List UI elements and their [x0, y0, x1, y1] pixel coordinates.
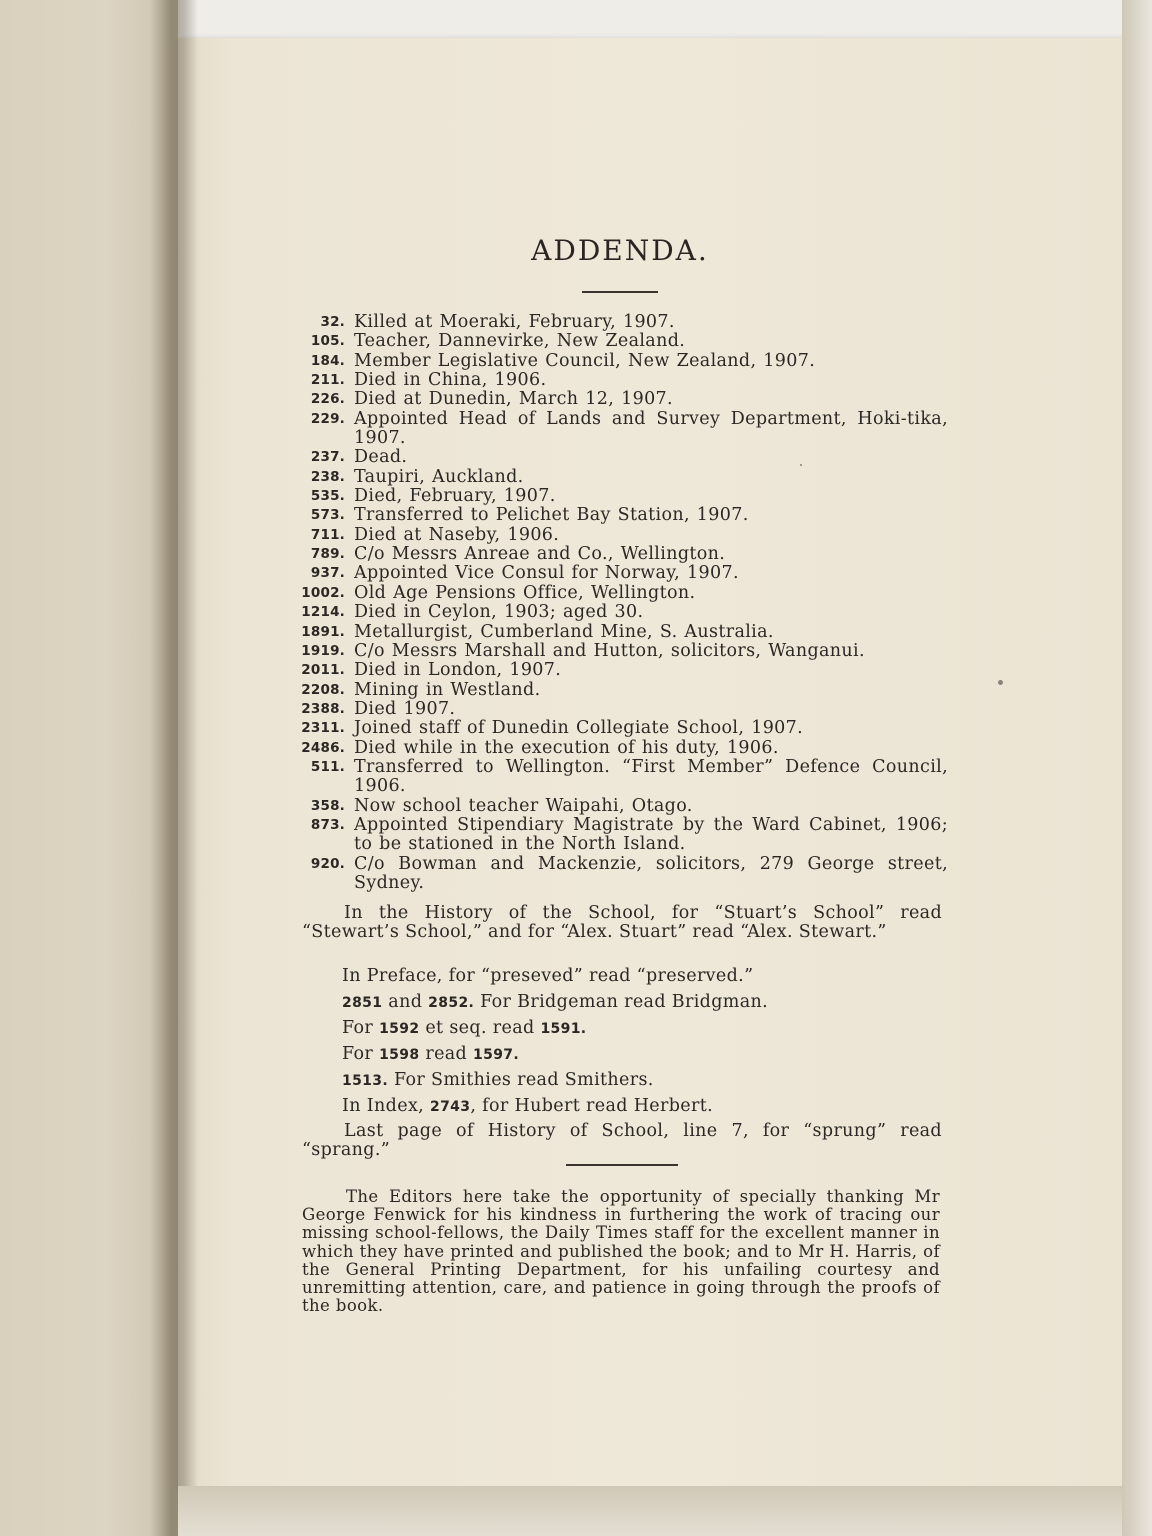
entry-number: 238.: [310, 468, 345, 485]
addenda-entry: [288, 313, 948, 332]
correction-number: 2852.: [428, 995, 475, 1011]
paper-speck: [998, 680, 1003, 685]
correction-number: 2743: [429, 1099, 471, 1115]
addenda-entry: [288, 526, 948, 545]
correction-number: 1597.: [473, 1047, 520, 1063]
entry-text: Appointed Vice Consul for Norway, 1907.: [354, 563, 739, 584]
entry-number: 1891.: [301, 623, 345, 640]
entry-text: Died 1907.: [354, 698, 456, 719]
page-title: ADDENDA.: [531, 234, 709, 267]
entry-number: 711.: [310, 526, 345, 543]
addenda-entry: [288, 390, 948, 409]
correction-1513: [342, 1070, 654, 1090]
entry-text: Died while in the execution of his duty, 1906.: [354, 737, 779, 758]
addenda-entry: [288, 468, 948, 487]
entry-text: Mining in Westland.: [354, 679, 541, 700]
addenda-entry: [288, 564, 948, 583]
entry-text: C/o Messrs Anreae and Co., Wellington.: [354, 544, 726, 565]
correction-text: For: [342, 1044, 380, 1064]
addenda-entry: [288, 816, 948, 855]
title-rule: [582, 291, 658, 293]
entry-text: Joined staff of Dunedin Collegiate School, 1907.: [354, 718, 804, 739]
addenda-entry: [288, 584, 948, 603]
addenda-entry: [288, 371, 948, 390]
entry-number: 184.: [310, 352, 345, 369]
entry-text: Appointed Stipendiary Magistrate by the Ward Cabinet, 1906; to be stationed in the North Island.: [354, 814, 948, 855]
correction-number: 1513.: [342, 1073, 389, 1089]
history-note: In the History of the School, for “Stuart’s School” read “Stewart’s School,” and for “Alex. Stuart” read “Alex. Stewart.”: [302, 903, 942, 943]
addenda-entry: [288, 661, 948, 680]
correction-text: In Index,: [342, 1096, 430, 1116]
addenda-entry: [288, 448, 948, 467]
entry-number: 2208.: [301, 681, 345, 698]
entry-number: 511.: [310, 758, 345, 775]
entry-text: Taupiri, Auckland.: [354, 466, 524, 487]
correction-1598: [342, 1044, 519, 1064]
correction-text: For Smithies read Smithers.: [388, 1070, 654, 1090]
addenda-entry: [288, 797, 948, 816]
correction-text: read: [419, 1044, 474, 1064]
correction-2851: [342, 992, 768, 1012]
entry-number: 937.: [310, 565, 345, 582]
addenda-entry: [288, 681, 948, 700]
entry-text: C/o Messrs Marshall and Hutton, solicitors, Wanganui.: [354, 640, 865, 661]
correction-text: For Bridgeman read Bridgman.: [474, 992, 769, 1012]
entry-text: Died, February, 1907.: [354, 486, 556, 507]
section-rule: [566, 1164, 678, 1166]
entry-text: Died in London, 1907.: [354, 660, 562, 681]
correction-number: 1598: [379, 1047, 420, 1063]
entry-number: 1214.: [301, 604, 345, 621]
addenda-entry: [288, 410, 948, 449]
entry-number: 1919.: [301, 642, 345, 659]
correction-text: , for Hubert read Herbert.: [470, 1096, 714, 1116]
entry-number: 105.: [310, 333, 345, 350]
paper-speck: [800, 464, 802, 466]
addenda-entry: [288, 623, 948, 642]
entry-number: 226.: [310, 391, 345, 408]
entry-text: Killed at Moeraki, February, 1907.: [354, 312, 675, 332]
entry-number: 920.: [310, 855, 345, 872]
entry-number: 2388.: [301, 700, 345, 717]
entry-number: 1002.: [301, 584, 345, 601]
entry-text: Transferred to Pelichet Bay Station, 1907.: [354, 505, 749, 526]
entry-number: 535.: [310, 488, 345, 505]
entry-text: Died in China, 1906.: [354, 370, 547, 391]
addenda-entry: [288, 506, 948, 525]
entry-number: 573.: [310, 507, 345, 524]
entry-number: 2311.: [301, 720, 345, 737]
correction-text: et seq. read: [419, 1018, 541, 1038]
addenda-entry: [288, 642, 948, 661]
correction-number: 1591.: [540, 1021, 587, 1037]
entry-number: 789.: [310, 546, 345, 563]
addenda-entry: [288, 855, 948, 894]
addenda-entry: [288, 700, 948, 719]
addenda-entry: [288, 719, 948, 738]
entry-text: Died in Ceylon, 1903; aged 30.: [354, 602, 644, 623]
last-page-note: Last page of History of School, line 7, for “sprung” read “sprang.”: [302, 1121, 942, 1161]
preface-note: In Preface, for “preseved” read “preserved.”: [342, 966, 754, 986]
entry-number: 2486.: [301, 739, 345, 756]
entry-text: Old Age Pensions Office, Wellington.: [354, 582, 696, 603]
entry-text: Transferred to Wellington. “First Member” Defence Council, 1906.: [354, 756, 948, 797]
entry-text: Teacher, Dannevirke, New Zealand.: [354, 331, 686, 352]
correction-1592: [342, 1018, 586, 1038]
addenda-list: [288, 313, 948, 893]
entry-text: Died at Naseby, 1906.: [354, 524, 560, 545]
entry-number: 229.: [310, 410, 345, 427]
entry-text: Metallurgist, Cumberland Mine, S. Australia.: [354, 621, 774, 642]
acknowledgement-paragraph: The Editors here take the opportunity of specially thanking Mr George Fenwick for his kindness in furthering the work of tracing our missing school-fellows, the Daily Times staff for the excellent manner in which they have printed and published the book; and to Mr H. Harris, of the General Printing Department, for his unfailing courtesy and unremitting attention, care, and patience in going through the proofs of the book.: [302, 1187, 940, 1316]
addenda-entry: [288, 758, 948, 797]
entry-number: 32.: [320, 314, 345, 330]
addenda-entry: [288, 739, 948, 758]
addenda-entry: [288, 352, 948, 371]
entry-number: 211.: [310, 372, 345, 389]
entry-text: C/o Bowman and Mackenzie, solicitors, 279 George street, Sydney.: [354, 853, 948, 893]
addenda-entry: [288, 545, 948, 564]
entry-text: Died at Dunedin, March 12, 1907.: [354, 389, 673, 410]
correction-index: [342, 1096, 713, 1116]
correction-number: 1592: [379, 1021, 420, 1037]
entry-text: Appointed Head of Lands and Survey Department, Hoki-tika, 1907.: [354, 408, 948, 449]
entry-number: 237.: [310, 449, 345, 466]
addenda-entry: [288, 487, 948, 506]
correction-number: 2851: [342, 995, 383, 1011]
addenda-entry: [288, 603, 948, 622]
addenda-entry: [288, 332, 948, 351]
entry-number: 2011.: [301, 662, 345, 679]
entry-number: 873.: [310, 816, 345, 833]
correction-text: and: [382, 992, 429, 1012]
entry-text: Dead.: [354, 447, 408, 468]
entry-text: Member Legislative Council, New Zealand, 1907.: [354, 350, 816, 371]
correction-text: For: [342, 1018, 380, 1038]
entry-text: Now school teacher Waipahi, Otago.: [354, 795, 693, 816]
entry-number: 358.: [310, 797, 345, 814]
